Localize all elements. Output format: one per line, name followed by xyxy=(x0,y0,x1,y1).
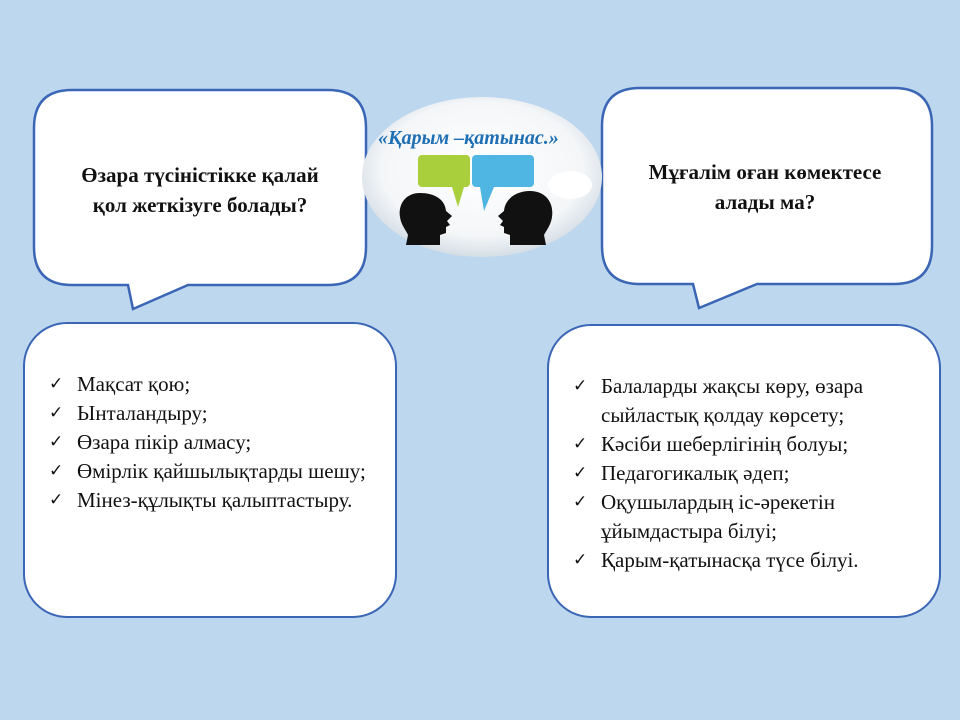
right-question xyxy=(605,157,925,217)
checkmark-icon: ✓ xyxy=(49,374,64,394)
list-item-text: Мінез-құлықты қалыптастыру. xyxy=(77,488,353,512)
checkmark-icon: ✓ xyxy=(573,376,588,396)
list-item-text: Кәсіби шеберлігінің болуы; xyxy=(601,432,849,456)
list-item xyxy=(571,372,921,430)
list-item-text: Педагогикалық әдеп; xyxy=(601,461,790,485)
left-list-box xyxy=(23,322,397,618)
left-checklist xyxy=(47,370,377,515)
checkmark-icon: ✓ xyxy=(49,490,64,510)
list-item xyxy=(571,459,921,488)
list-item xyxy=(47,486,377,515)
left-question-line-2: қол жеткізуге болады? xyxy=(92,193,308,217)
left-question-line-1: Өзара түсіністікке қалай xyxy=(81,163,319,187)
list-item xyxy=(47,428,377,457)
list-item-text: Ынталандыру; xyxy=(77,401,208,425)
list-item-text: Өмірлік қайшылықтарды шешу; xyxy=(77,459,366,483)
logo-title: «Қарым –қатынас.» xyxy=(378,127,559,149)
list-item-text: Қарым-қатынасқа түсе білуі. xyxy=(601,548,859,572)
checkmark-icon: ✓ xyxy=(49,432,64,452)
checkmark-icon: ✓ xyxy=(573,463,588,483)
list-item xyxy=(47,457,377,486)
list-item-text: Балаларды жақсы көру, өзара сыйластық қолдау көрсету; xyxy=(601,374,864,427)
right-question-line-1: Мұғалім оған көмектесе xyxy=(648,160,882,184)
list-item-text: Мақсат қою; xyxy=(77,372,191,396)
checkmark-icon: ✓ xyxy=(49,461,64,481)
checkmark-icon: ✓ xyxy=(573,492,588,512)
communication-logo xyxy=(360,95,605,260)
list-item xyxy=(571,488,921,546)
list-item-text: Оқушылардың іс-әрекетін ұйымдастыра білуі; xyxy=(601,490,835,543)
right-checklist xyxy=(571,372,921,575)
checkmark-icon: ✓ xyxy=(49,403,64,423)
right-question-line-2: алады ма? xyxy=(714,190,816,214)
right-list-box xyxy=(547,324,941,618)
left-question xyxy=(40,160,360,220)
list-item xyxy=(571,546,921,575)
list-item xyxy=(47,370,377,399)
checkmark-icon: ✓ xyxy=(573,434,588,454)
list-item xyxy=(47,399,377,428)
checkmark-icon: ✓ xyxy=(573,550,588,570)
list-item xyxy=(571,430,921,459)
list-item-text: Өзара пікір алмасу; xyxy=(77,430,252,454)
